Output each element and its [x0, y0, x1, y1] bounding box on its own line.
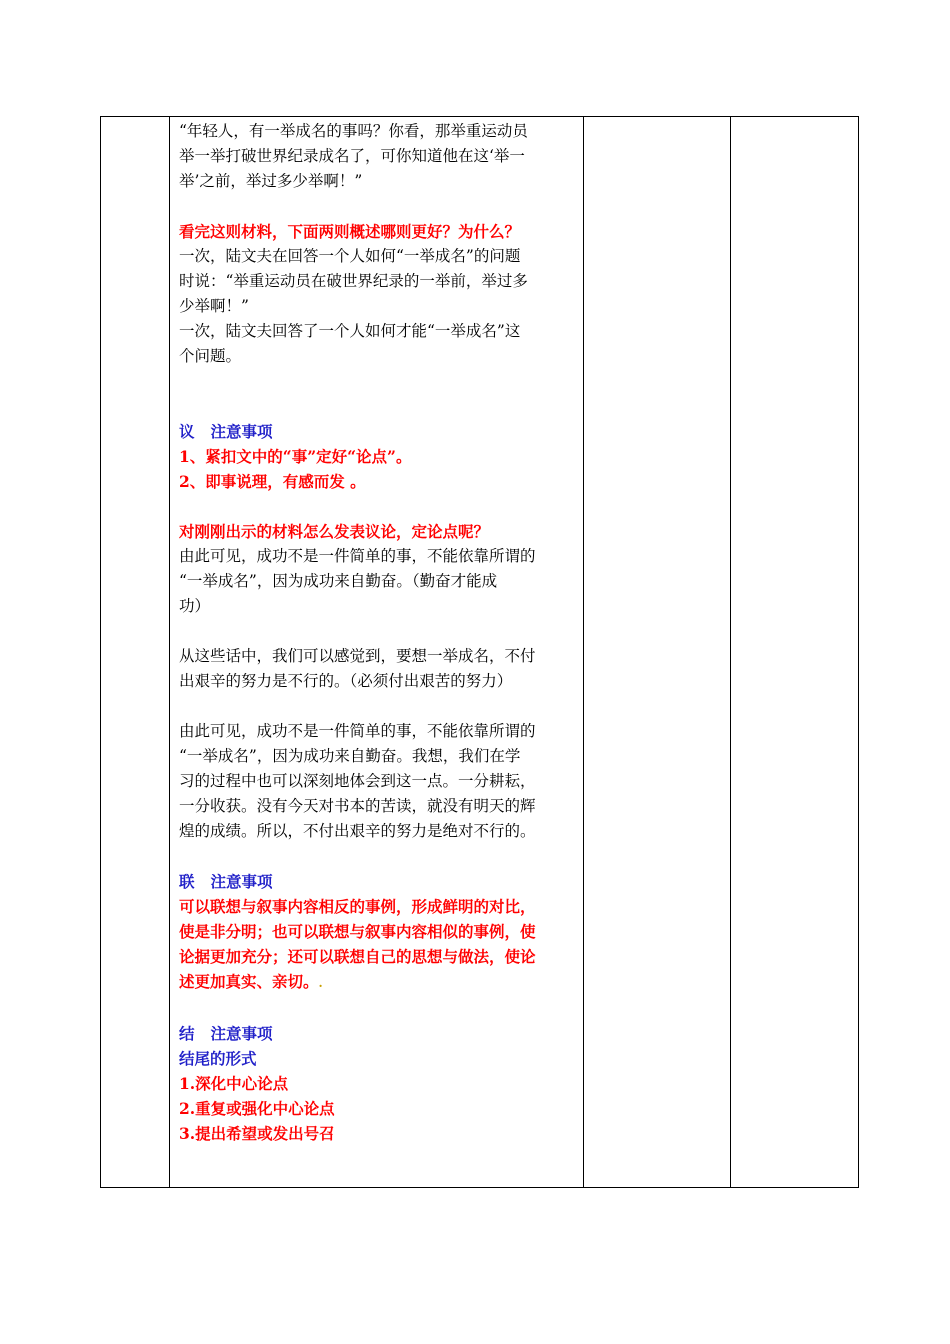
- section-char: 议: [179, 422, 195, 441]
- content-cell: [170, 117, 584, 1188]
- example1-line: 功）: [179, 597, 211, 615]
- question-heading: 看完这则材料，下面两则概述哪则更好？为什么？: [179, 222, 521, 241]
- story-line: 举一举打破世界纪录成名了，可你知道他在这‘举一: [179, 147, 525, 165]
- summary-b-line: 个问题。: [179, 347, 242, 365]
- notes-cell: [584, 117, 731, 1188]
- yi-point: 2、即事说理，有感而发 。: [179, 472, 366, 491]
- mark-dot: .: [318, 976, 323, 990]
- lian-line: 使是非分明；也可以联想与叙事内容相似的事例，使: [179, 922, 536, 941]
- example3-line: 习的过程中也可以深刻地体会到这一点。一分耕耘，: [179, 772, 536, 790]
- example2-line: 从这些话中，我们可以感觉到，要想一举成名，不付: [179, 647, 536, 665]
- example3-line: 一分收获。没有今天对书本的苦读，就没有明天的辉: [179, 797, 536, 815]
- yi-point: 1、紧扣文中的“事”定好“论点”。: [179, 447, 412, 466]
- section-heading-lian: [179, 869, 575, 894]
- lian-line: [179, 969, 575, 996]
- section-note: 注意事项: [210, 1024, 273, 1043]
- story-line: 举’之前，举过多少举啊！”: [179, 172, 363, 190]
- jie-item: 1.深化中心论点: [179, 1074, 289, 1093]
- story-line: “年轻人，有一举成名的事吗？你看，那举重运动员: [179, 122, 528, 140]
- example3-line: 由此可见，成功不是一件简单的事，不能依靠所谓的: [179, 722, 536, 740]
- lesson-content: [170, 117, 583, 1146]
- example1-line: 由此可见，成功不是一件简单的事，不能依靠所谓的: [179, 547, 536, 565]
- section-note: 注意事项: [210, 872, 273, 891]
- lian-line: 论据更加充分；还可以联想自己的思想与做法，使论: [179, 947, 536, 966]
- question-heading: 对刚刚出示的材料怎么发表议论，定论点呢？: [179, 522, 490, 541]
- left-cell: [101, 117, 170, 1188]
- example2-line: 出艰辛的努力是不行的。（必须付出艰苦的努力）: [179, 672, 513, 690]
- section-note: 注意事项: [210, 422, 273, 441]
- jie-subheading: 结尾的形式: [179, 1049, 257, 1068]
- example3-line: 煌的成绩。所以，不付出艰辛的努力是绝对不行的。: [179, 822, 536, 840]
- summary-a-line: 时说：“举重运动员在破世界纪录的一举前，举过多: [179, 272, 528, 290]
- example3-line: “一举成名”，因为成功来自勤奋。我想，我们在学: [179, 747, 521, 765]
- summary-a-line: 少举啊！”: [179, 297, 249, 315]
- lian-line: 可以联想与叙事内容相反的事例，形成鲜明的对比，: [179, 897, 536, 916]
- lian-last-text: 述更加真实、亲切。: [179, 972, 319, 991]
- right-cell: [731, 117, 859, 1188]
- lesson-table: [100, 116, 859, 1188]
- section-heading-jie: [179, 1021, 575, 1046]
- jie-item: 2.重复或强化中心论点: [179, 1099, 335, 1118]
- summary-a-line: 一次，陆文夫在回答一个人如何“一举成名”的问题: [179, 247, 521, 265]
- jie-item: 3.提出希望或发出号召: [179, 1124, 335, 1143]
- summary-b-line: 一次，陆文夫回答了一个人如何才能“一举成名”这: [179, 322, 521, 340]
- section-heading-yi: [179, 419, 575, 444]
- section-char: 结: [179, 1024, 195, 1043]
- section-char: 联: [179, 872, 195, 891]
- example1-line: “一举成名”，因为成功来自勤奋。（勤奋才能成: [179, 572, 498, 590]
